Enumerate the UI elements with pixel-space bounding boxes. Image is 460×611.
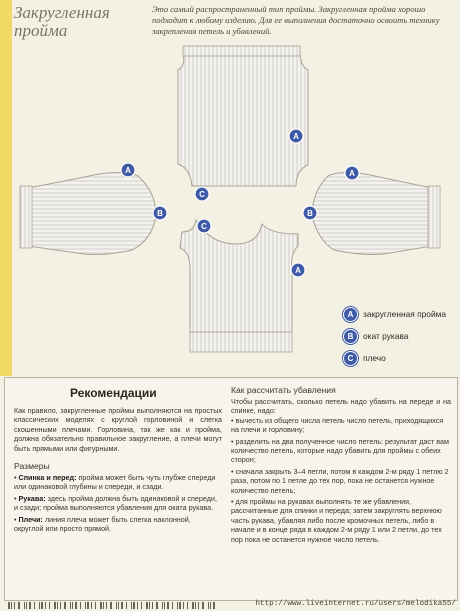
marker-c-back: [195, 187, 209, 201]
size-text-sleeves: здесь пройма должна быть одинаковой и спереди, и сзади; пройма выполняются убавления для оката рукава.: [14, 493, 217, 513]
footer-url[interactable]: http://www.liveinternet.ru/users/melodika55/: [255, 600, 456, 608]
recommendations-heading: Рекомендации: [70, 386, 157, 400]
marker-a-right-sleeve: [345, 166, 359, 180]
marker-b-right-label: B: [307, 209, 313, 218]
marker-a-front: [291, 263, 305, 277]
sizes-heading: Размеры: [14, 461, 50, 472]
size-term-shoulders: Плечи:: [18, 514, 43, 524]
calc-intro: Чтобы рассчитать, сколько петель надо убавить на переде и на спинке, надо:: [231, 397, 451, 416]
size-text-body: пройма может быть чуть глубже спереди или одинаковой глубины и спереди, и сзади.: [14, 473, 216, 492]
marker-b-left-sleeve: [153, 206, 167, 220]
left-sleeve: [20, 172, 156, 254]
size-item-sleeves: • Рукава: здесь пройма должна быть одинаковой и спереди, и сзади; пройма выполняются убавления для оката рукава.: [14, 493, 217, 513]
legend-text-c: плечо: [363, 353, 386, 363]
calc-step-1: вычесть из общего числа петель число петель, приходящихся на плечи и горловину;: [231, 415, 444, 435]
legend-badge-a: A: [343, 307, 358, 322]
marker-a-back-label: A: [293, 132, 299, 141]
recommendations-intro: Как правило, закругленные проймы выполняются на простых классических моделях с круглой горловиной и слегка скошенными плечами. Горловина, так же как и пройма, должна обязательно правильное закругление, а плечи могут быть прямыми или фигурными.: [14, 406, 222, 453]
legend-item-a: [343, 304, 455, 324]
front-piece: [180, 220, 298, 352]
recommendations-left-column: [14, 406, 222, 535]
marker-a-left-label: A: [125, 166, 131, 175]
marker-a-front-label: A: [295, 266, 301, 275]
size-term-sleeves: Рукава:: [18, 493, 46, 503]
calc-step: • вычесть из общего числа петель число петель, приходящихся на плечи и горловину;: [231, 415, 444, 435]
size-text-shoulders: линия плеча может быть слегка наклонной, округлой или просто прямой.: [14, 514, 191, 534]
legend-item-c: [343, 348, 455, 368]
marker-c-front-label: C: [201, 222, 207, 231]
legend-item-b: [343, 326, 455, 346]
right-sleeve: [312, 172, 440, 254]
footer-barcode-strip: [8, 602, 220, 609]
size-term-body: Спинка и перед:: [18, 473, 77, 483]
barcode-bars: [8, 602, 215, 609]
calc-step: • сначала закрыть 3–4 петли, потом в каждом 2-м ряду 1 петлю 2 раза, потом по 1 петле до тех пор, пока не останется нужное количество петель;: [231, 466, 449, 495]
marker-b-left-label: B: [157, 209, 163, 218]
legend: [343, 304, 455, 370]
page-title: Закругленная пройма: [14, 3, 110, 40]
legend-text-a: закругленная пройма: [363, 309, 447, 319]
calc-step-2: разделить на два полученное число петель: результат даст вам количество петель, которые надо убавить для проймы с обеих сторон;: [231, 436, 449, 465]
calc-heading: Как рассчитать убавления: [231, 385, 336, 395]
intro-text: Это самый распространенный тип проймы. Закругленная пройма хорошо подходит к любому изделию. Для ее выполнения достаточно освоить технику закрепления петель и убавлений.: [152, 4, 440, 36]
legend-badge-c: C: [343, 351, 358, 366]
marker-c-back-label: C: [199, 190, 205, 199]
calc-step: • для проймы на рукавах выполнять те же убавления, рассчитанные для спинки и переда; затем закруглять верхнюю часть рукава, убавляя либо после кромочных петель, либо в начале и в конце ряда в каждом 2-м ряду 1 или 2 петли, до тех пор пока не останется нужное число петель.: [231, 497, 442, 544]
legend-badge-b: B: [343, 329, 358, 344]
calc-step-4: для проймы на рукавах выполнять те же убавления, рассчитанные для спинки и переда; затем закруглять верхнюю часть рукава, убавляя либо после кромочных петель, либо в начале и в конце ряда в каждом 2-м ряду 1 или 2 петли, до тех пор пока не останется нужное число петель.: [231, 497, 442, 544]
legend-text-b: окат рукава: [363, 331, 409, 341]
recommendations-right-column: [231, 385, 451, 546]
marker-a-right-label: A: [349, 169, 355, 178]
calc-step-3: сначала закрыть 3–4 петли, потом в каждом 2-м ряду 1 петлю 2 раза, потом по 1 петле до тех пор, пока не останется нужное количество петель;: [231, 466, 449, 495]
size-item-body: • Спинка и перед: пройма может быть чуть глубже спереди или одинаковой глубины и спереди, и сзади.: [14, 473, 216, 492]
back-piece: [178, 46, 308, 186]
calc-step: • разделить на два полученное число петель: результат даст вам количество петель, которые надо убавить для проймы с обеих сторон;: [231, 436, 449, 465]
size-item-shoulders: • Плечи: линия плеча может быть слегка наклонной, округлой или просто прямой.: [14, 514, 191, 534]
marker-c-front: [197, 219, 211, 233]
marker-b-right-sleeve: [303, 206, 317, 220]
marker-a-left-sleeve: [121, 163, 135, 177]
marker-a-back: [289, 129, 303, 143]
